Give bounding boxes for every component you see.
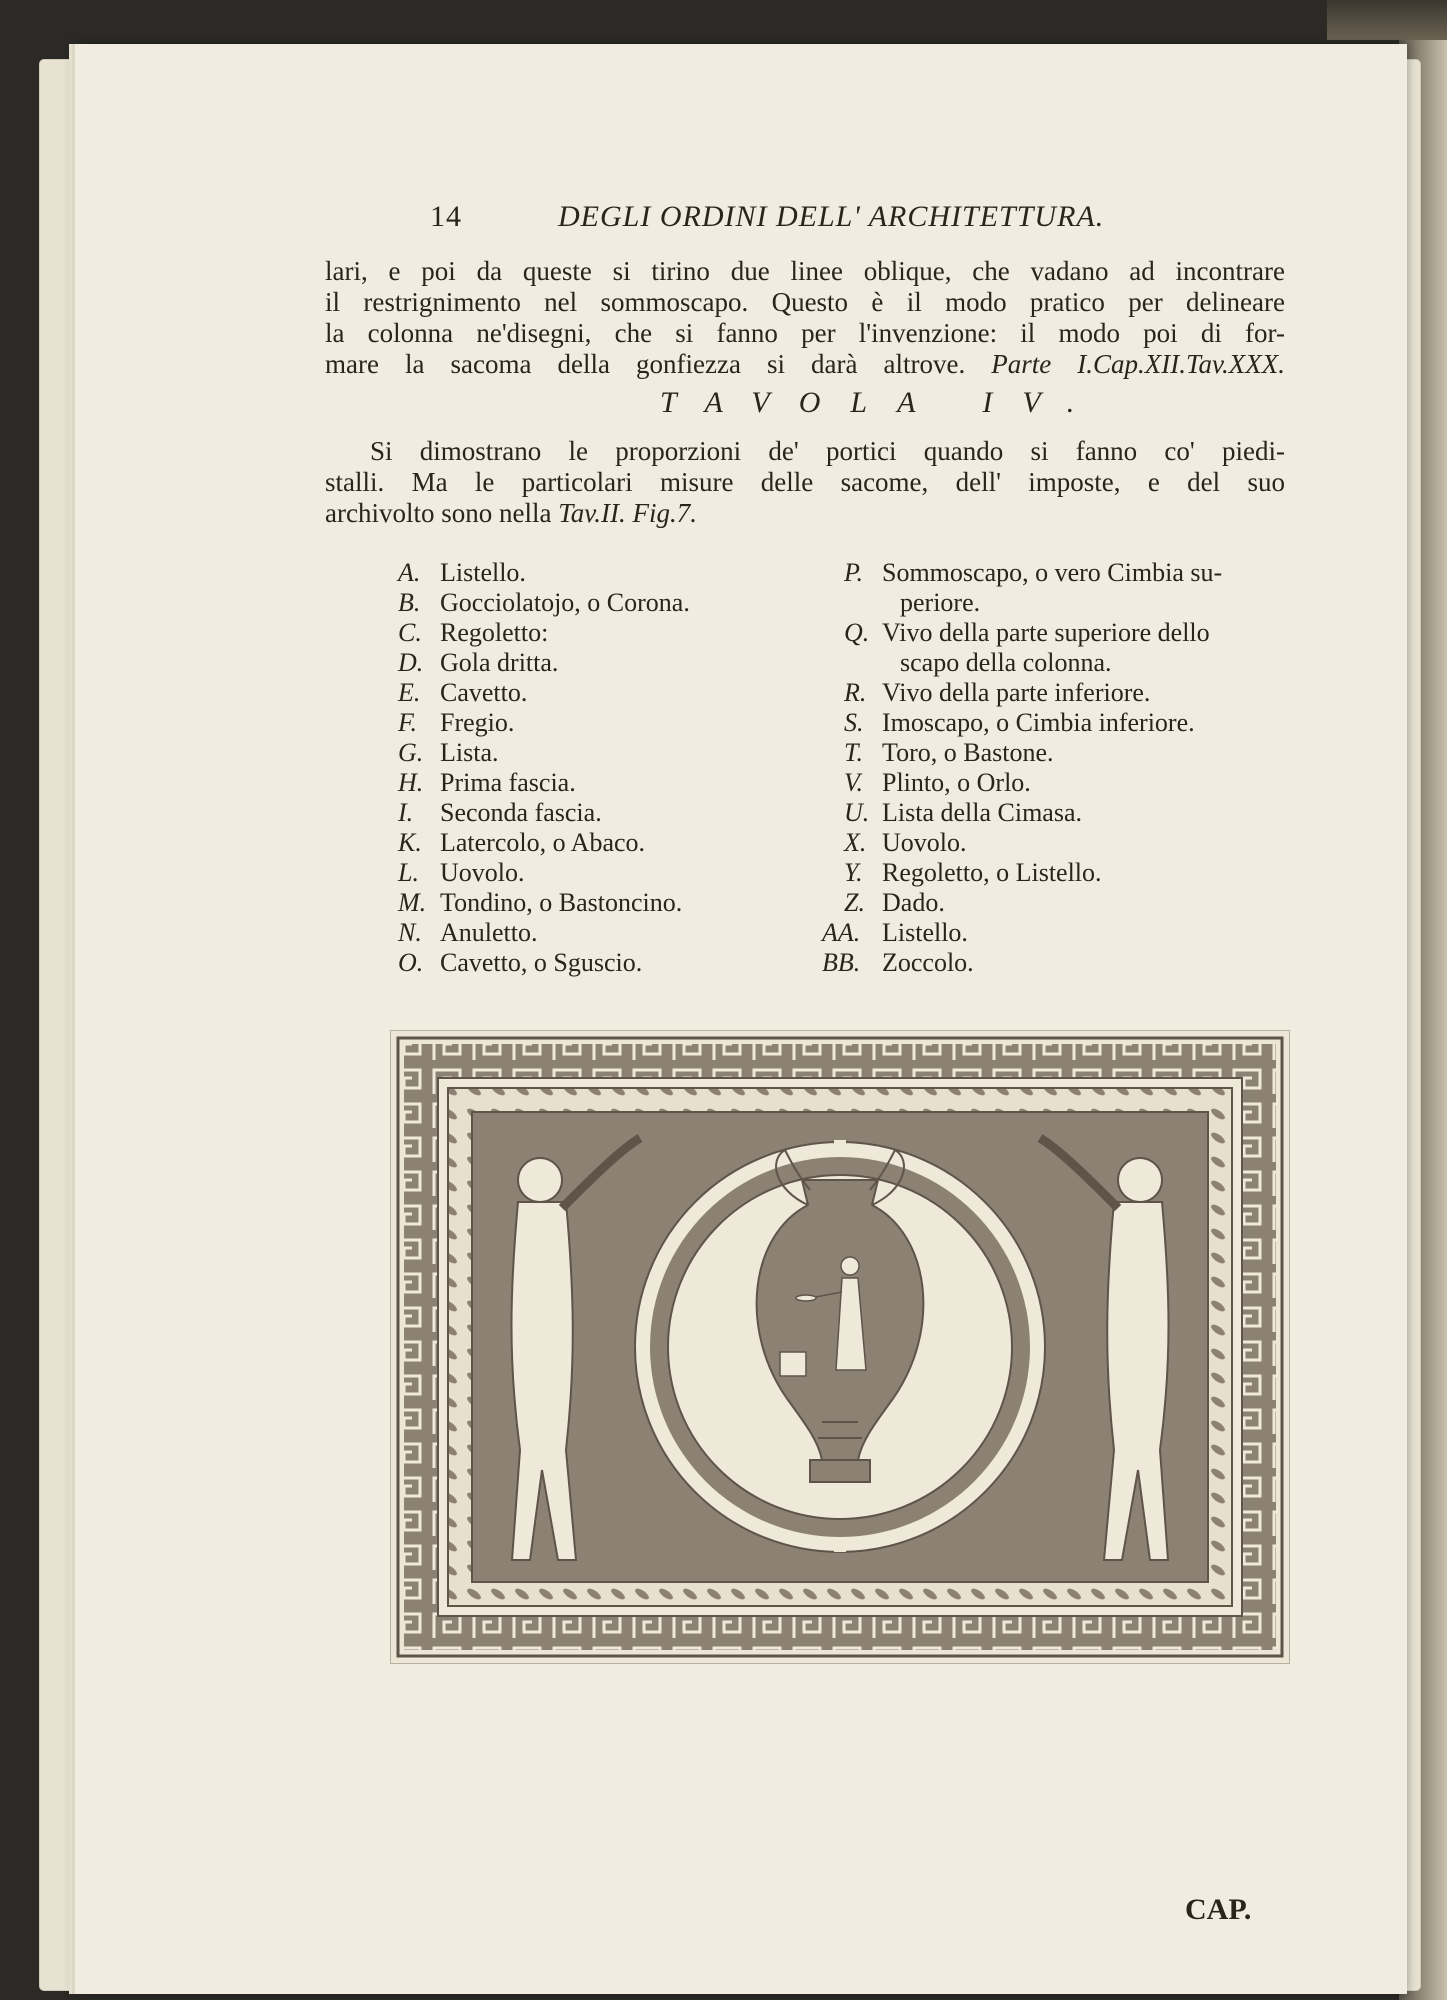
legend-key: L. <box>398 858 419 887</box>
legend-text-continued: scapo della colonna. <box>900 648 1112 677</box>
text-line-end: mare la sacoma della gonfiezza si darà altrove. <box>325 349 966 379</box>
legend-key: G. <box>398 738 424 767</box>
legend-item <box>398 618 798 648</box>
legend-text: Prima fascia. <box>440 768 576 797</box>
legend-text: Listello. <box>882 918 968 947</box>
legend-key: E. <box>398 678 421 707</box>
legend-right-column <box>822 558 1292 978</box>
legend-key: K. <box>398 828 422 857</box>
legend-key: X. <box>844 828 867 857</box>
legend-key: O. <box>398 948 424 977</box>
text-line: la colonna ne'disegni, che si fanno per l'invenzione: il modo poi di for- <box>325 318 1285 348</box>
legend-item <box>398 918 798 948</box>
legend-key: S. <box>844 708 864 737</box>
legend-text: Plinto, o Orlo. <box>882 768 1031 797</box>
legend-text: Zoccolo. <box>882 948 974 977</box>
text-line: stalli. Ma le particolari misure delle sacome, dell' imposte, e del suo <box>325 467 1285 497</box>
legend-key: N. <box>398 918 422 947</box>
legend-text: Latercolo, o Abaco. <box>440 828 646 857</box>
legend-item <box>822 888 1292 918</box>
legend-text: Uovolo. <box>440 858 525 887</box>
legend-text: Anuletto. <box>440 918 538 947</box>
legend-key: B. <box>398 588 421 617</box>
tavola-heading: TAVOLA IV. <box>660 386 1105 419</box>
legend-key: T. <box>844 738 864 767</box>
legend-key: P. <box>844 558 864 587</box>
legend-text: Lista. <box>440 738 499 767</box>
legend-key: A. <box>398 558 421 587</box>
legend-text: Gocciolatojo, o Corona. <box>440 588 690 617</box>
legend-key: R. <box>844 678 867 707</box>
description-paragraph <box>325 436 1285 529</box>
legend-key: V. <box>844 768 864 797</box>
legend-text: Vivo della parte inferiore. <box>882 678 1151 707</box>
legend-item <box>398 948 798 978</box>
legend-text: Vivo della parte superiore dello <box>882 618 1210 647</box>
legend-item <box>398 828 798 858</box>
intro-paragraph <box>325 256 1285 380</box>
legend-text: Sommoscapo, o vero Cimbia su- <box>882 558 1223 587</box>
legend-key: D. <box>398 648 424 677</box>
legend-item <box>822 768 1292 798</box>
legend-text: Cavetto, o Sguscio. <box>440 948 643 977</box>
legend-text: Toro, o Bastone. <box>882 738 1054 767</box>
legend-text-continued: periore. <box>900 588 981 617</box>
text-line: lari, e poi da queste si tirino due linee oblique, che vadano ad incontrare <box>325 256 1285 286</box>
text-line: Si dimostrano le proporzioni de' portici quando si fanno co' piedi- <box>370 436 1285 466</box>
legend-key: U. <box>844 798 870 827</box>
legend-key: AA. <box>822 918 861 947</box>
legend-key: M. <box>398 888 427 917</box>
legend-item <box>398 888 798 918</box>
legend-item <box>398 678 798 708</box>
catchword: CAP. <box>1185 1893 1252 1926</box>
legend-item <box>398 558 798 588</box>
legend-text: Listello. <box>440 558 526 587</box>
legend-key: Q. <box>844 618 870 647</box>
text-line-end: archivolto sono nella <box>325 498 552 528</box>
legend-item <box>398 768 798 798</box>
altar-icon <box>780 1352 806 1376</box>
legend-item <box>398 858 798 888</box>
page-number: 14 <box>430 200 462 233</box>
legend-item <box>398 738 798 768</box>
legend-item <box>822 618 1292 678</box>
legend-key: C. <box>398 618 422 647</box>
legend-item <box>822 558 1292 618</box>
running-title: DEGLI ORDINI DELL' ARCHITETTURA. <box>558 200 1105 233</box>
medallion-gap-bottom <box>834 1538 846 1552</box>
cross-reference: Parte I.Cap.XII.Tav.XXX. <box>991 349 1285 379</box>
legend-text: Regoletto: <box>440 618 549 647</box>
legend-key: Y. <box>844 858 863 887</box>
legend-item <box>398 648 798 678</box>
book-spine-corner <box>1327 0 1447 40</box>
text-line-with-reference <box>325 349 1285 380</box>
text-line-with-reference <box>325 498 1285 529</box>
legend-key: I. <box>398 798 414 827</box>
legend-item <box>822 738 1292 768</box>
legend-text: Regoletto, o Listello. <box>882 858 1102 887</box>
legend-text: Gola dritta. <box>440 648 559 677</box>
text-line: il restrignimento nel sommoscapo. Questo è il modo pratico per delineare <box>325 287 1285 317</box>
legend-text: Fregio. <box>440 708 515 737</box>
legend-key: H. <box>398 768 424 797</box>
legend-key: BB. <box>822 948 861 977</box>
cross-reference: Tav.II. Fig.7. <box>558 498 697 528</box>
legend-item <box>822 678 1292 708</box>
legend-key: Z. <box>844 888 865 917</box>
medallion-gap-top <box>834 1140 846 1154</box>
legend-item <box>822 948 1292 978</box>
legend-text: Dado. <box>882 888 945 917</box>
engraved-plate <box>390 1030 1290 1664</box>
legend-left-column <box>398 558 798 978</box>
legend-text: Lista della Cimasa. <box>882 798 1083 827</box>
legend-key: F. <box>398 708 418 737</box>
legend-text: Tondino, o Bastoncino. <box>440 888 683 917</box>
legend-item <box>822 798 1292 828</box>
legend-item <box>822 708 1292 738</box>
legend-item <box>822 858 1292 888</box>
legend-item <box>822 918 1292 948</box>
legend-item <box>398 798 798 828</box>
legend-item <box>398 588 798 618</box>
legend-text: Imoscapo, o Cimbia inferiore. <box>882 708 1195 737</box>
legend-text: Uovolo. <box>882 828 967 857</box>
legend-item <box>822 828 1292 858</box>
legend-item <box>398 708 798 738</box>
legend-text: Seconda fascia. <box>440 798 602 827</box>
legend-text: Cavetto. <box>440 678 528 707</box>
